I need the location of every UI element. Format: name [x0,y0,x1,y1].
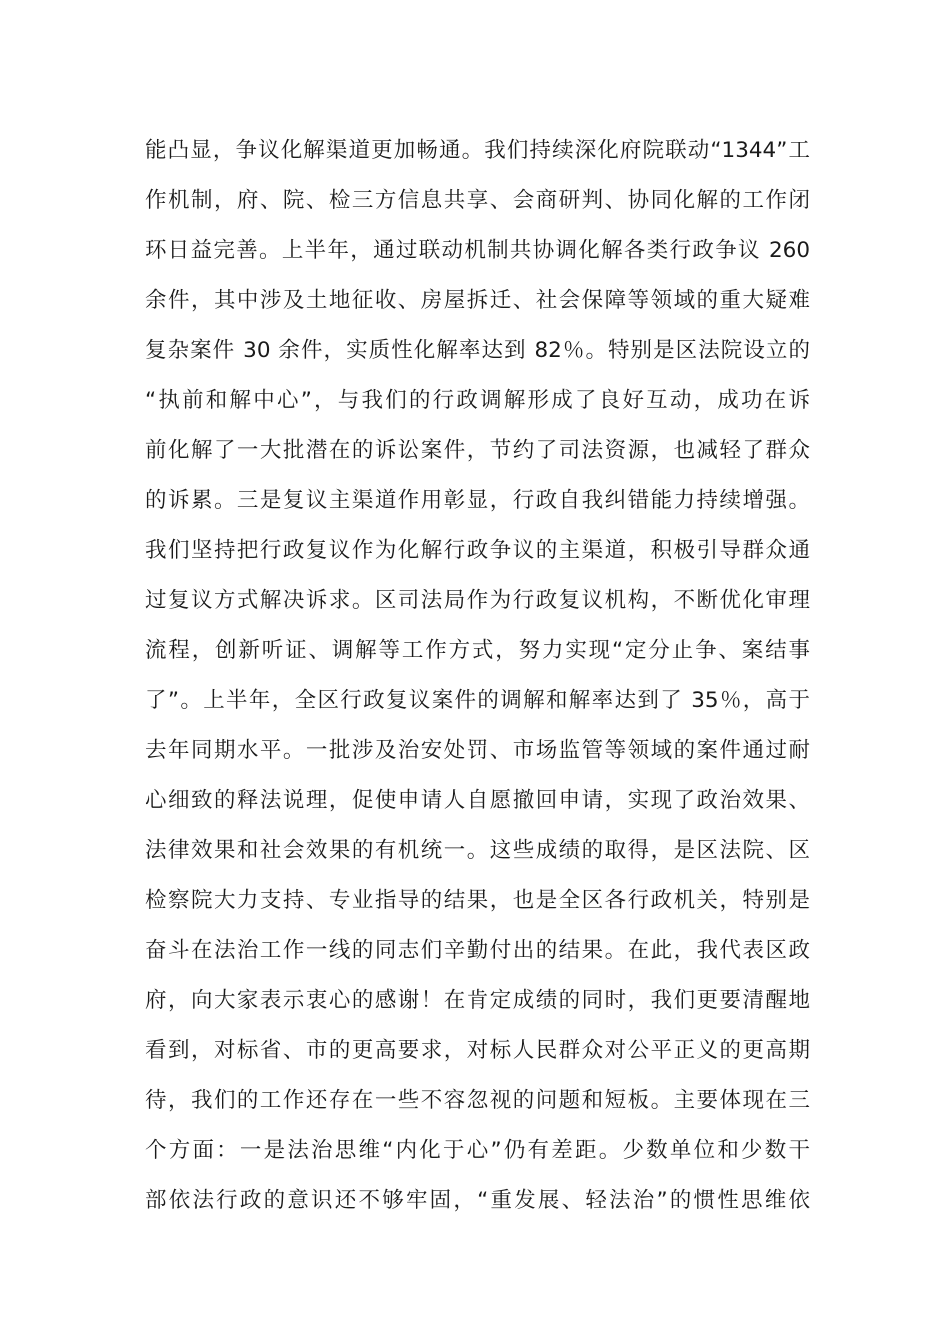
text-line: 奋斗在法治工作一线的同志们辛勤付出的结果。在此，我代表区政 [145,938,810,963]
body-text [145,126,810,1226]
text-line: 了”。上半年，全区行政复议案件的调解和解率达到了 35％，高于 [145,688,810,713]
text-line: 待，我们的工作还存在一些不容忽视的问题和短板。主要体现在三 [145,1088,810,1113]
text-line: 去年同期水平。一批涉及治安处罚、市场监管等领域的案件通过耐 [145,738,810,763]
text-line: 余件，其中涉及土地征收、房屋拆迁、社会保障等领域的重大疑难 [145,288,810,313]
text-line: 过复议方式解决诉求。区司法局作为行政复议机构，不断优化审理 [145,588,810,613]
text-line: 检察院大力支持、专业指导的结果，也是全区各行政机关，特别是 [145,888,810,913]
text-line: 能凸显，争议化解渠道更加畅通。我们持续深化府院联动“1344”工 [145,138,810,163]
text-line: 作机制，府、院、检三方信息共享、会商研判、协同化解的工作闭 [145,188,810,213]
text-line: “执前和解中心”，与我们的行政调解形成了良好互动，成功在诉 [145,388,810,413]
text-line: 个方面：一是法治思维“内化于心”仍有差距。少数单位和少数干 [145,1138,810,1163]
text-line: 府，向大家表示衷心的感谢！在肯定成绩的同时，我们更要清醒地 [145,988,810,1013]
text-line: 流程，创新听证、调解等工作方式，努力实现“定分止争、案结事 [145,638,810,663]
text-line: 心细致的释法说理，促使申请人自愿撤回申请，实现了政治效果、 [145,788,810,813]
text-line: 我们坚持把行政复议作为化解行政争议的主渠道，积极引导群众通 [145,538,810,563]
text-line: 前化解了一大批潜在的诉讼案件，节约了司法资源，也减轻了群众 [145,438,810,463]
text-line: 看到，对标省、市的更高要求，对标人民群众对公平正义的更高期 [145,1038,810,1063]
text-line: 法律效果和社会效果的有机统一。这些成绩的取得，是区法院、区 [145,838,810,863]
text-line: 环日益完善。上半年，通过联动机制共协调化解各类行政争议 260 [145,238,810,263]
text-line: 复杂案件 30 余件，实质性化解率达到 82％。特别是区法院设立的 [145,338,810,363]
text-line: 的诉累。三是复议主渠道作用彰显，行政自我纠错能力持续增强。 [145,488,810,513]
text-line: 部依法行政的意识还不够牢固，“重发展、轻法治”的惯性思维依 [145,1188,810,1213]
